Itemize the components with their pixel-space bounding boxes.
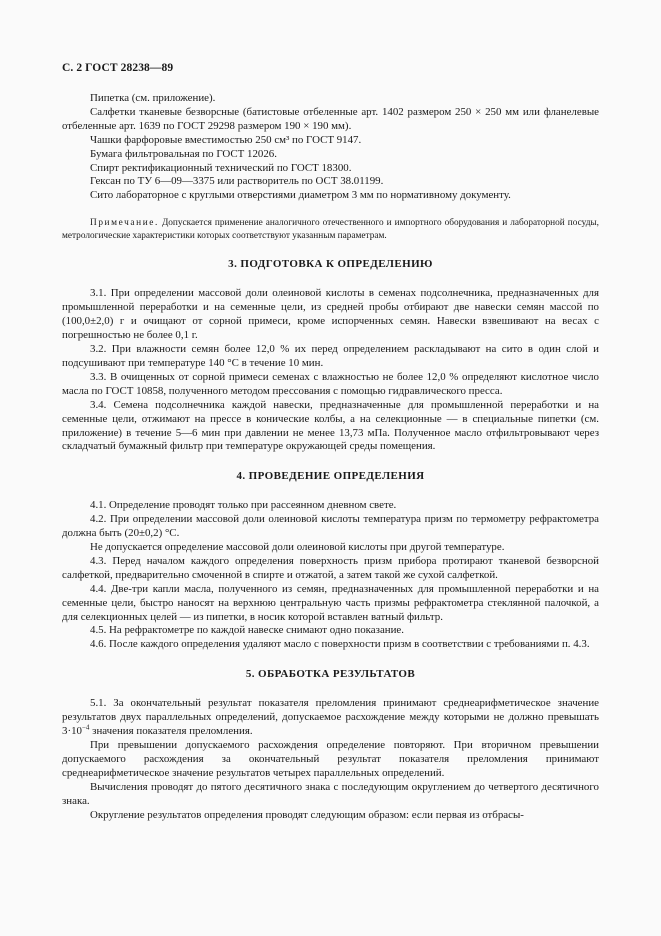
paragraph-text: 5.1. За окончательный результат показателя преломления принимают среднеарифметическое значение результатов двух параллельных определений, допускаемое расхождение между которыми не должно превышать 3·10 [62, 697, 599, 738]
exponent: −4 [81, 723, 90, 732]
page-header: С. 2 ГОСТ 28238—89 [62, 62, 174, 74]
list-item: Бумага фильтровальная по ГОСТ 12026. [90, 147, 277, 160]
list-item: Чашки фарфоровые вместимостью 250 см³ по ГОСТ 9147. [90, 133, 362, 146]
paragraph: 4.6. После каждого определения удаляют масло с поверхности призм в соответствии с требованиями п. 4.3. [90, 638, 590, 651]
paragraph [62, 697, 599, 739]
paragraph: Вычисления проводят до пятого десятичного знака с последующим округлением до четвертого десятичного знака. [62, 780, 599, 807]
paragraph: 3.4. Семена подсолнечника каждой навески, предназначенные для промышленной переработки и на семенные цели, отжимают на прессе в конические колбы, а на селекционные — в специальные пипетки (см. приложение) в течение 5—6 мин при давлении не менее 13,73 мПа. Полученное масло отфильтровывают через складчатый бумажный фильтр при температуре окружающей среды помещения. [62, 398, 599, 453]
paragraph: Не допускается определение массовой доли олеиновой кислоты при другой температуре. [90, 541, 505, 554]
paragraph: 4.1. Определение проводят только при рассеянном дневном свете. [90, 499, 397, 512]
note-text: Допускается применение аналогичного отечественного и импортного оборудования и лабораторной посуды, метрологические характеристики которых соответствуют указанным параметрам. [62, 218, 599, 241]
paragraph: 4.2. При определении массовой доли олеиновой кислоты температура призм по термометру рефрактометра должна быть (20±0,2) °С. [62, 513, 599, 540]
list-item: Пипетка (см. приложение). [90, 92, 216, 104]
paragraph: 4.3. Перед началом каждого определения поверхность призм прибора протирают тканевой безворсной салфеткой, предварительно смоченной в спирте и отжатой, а затем такой же сухой салфеткой. [62, 554, 599, 581]
section-title: 4. ПРОВЕДЕНИЕ ОПРЕДЕЛЕНИЯ [236, 470, 425, 483]
paragraph: 3.2. При влажности семян более 12,0 % их перед определением раскладывают на сито в один слой и подсушивают при температуре 140 °С в течение 10 мин. [62, 343, 599, 369]
section-5-body [62, 697, 599, 822]
section-3-body [62, 287, 599, 454]
paragraph: 3.1. При определении массовой доли олеиновой кислоты в семенах подсолнечника, предназначенных для промышленной переработки и на семенные цели, из средней пробы отбирают две навески семян массой по (100,0±2,0) г и очищают от сорной примеси, кроме испорченных семян. Навески взвешивают на весах с погрешностью не более 0,1 г. [62, 287, 599, 342]
list-item: Спирт ректификационный технический по ГОСТ 18300. [90, 161, 352, 174]
section-4-body [62, 499, 599, 652]
section-title: 5. ОБРАБОТКА РЕЗУЛЬТАТОВ [245, 668, 416, 681]
paragraph: 3.3. В очищенных от сорной примеси семенах с влажностью не более 12,0 % определяют кислотное число масла по ГОСТ 10858, полученного методом прессования с помощью гидравлического пресса. [62, 370, 599, 397]
note-label: Примечание. [90, 218, 159, 229]
list-item: Гексан по ТУ 6—09—3375 или растворитель по ОСТ 38.01199. [90, 175, 384, 188]
list-item: Салфетки тканевые безворсные (батистовые отбеленные арт. 1402 размером 250 × 250 мм или фланелевые отбеленные арт. 1639 по ГОСТ 29298 размером 190 × 190 мм). [62, 105, 599, 132]
paragraph: Округление результатов определения проводят следующим образом: если первая из отбрасы- [90, 808, 524, 821]
note [62, 217, 599, 242]
paragraph: При превышении допускаемого расхождения определение повторяют. При вторичном превышении допускаемого расхождения за окончательный результат показателя преломления принимают среднеарифметическое значение результатов четырех параллельных определений. [62, 739, 599, 779]
equipment-list [62, 92, 599, 203]
list-item: Сито лабораторное с круглыми отверстиями диаметром 3 мм по нормативному документу. [90, 189, 511, 202]
paragraph-text: значения показателя преломления. [89, 725, 253, 738]
paragraph: 4.4. Две-три капли масла, полученного из семян, предназначенных для промышленной переработки и на семенные цели, быстро наносят на верхнюю центральную часть призмы рефрактометра стеклянной палочкой, а для селекционных целей — из пипетки, в носик которой вставлен ватный фильтр. [62, 582, 599, 623]
section-title: 3. ПОДГОТОВКА К ОПРЕДЕЛЕНИЮ [228, 258, 433, 271]
paragraph: 4.5. На рефрактометре по каждой навеске снимают одно показание. [90, 624, 404, 637]
